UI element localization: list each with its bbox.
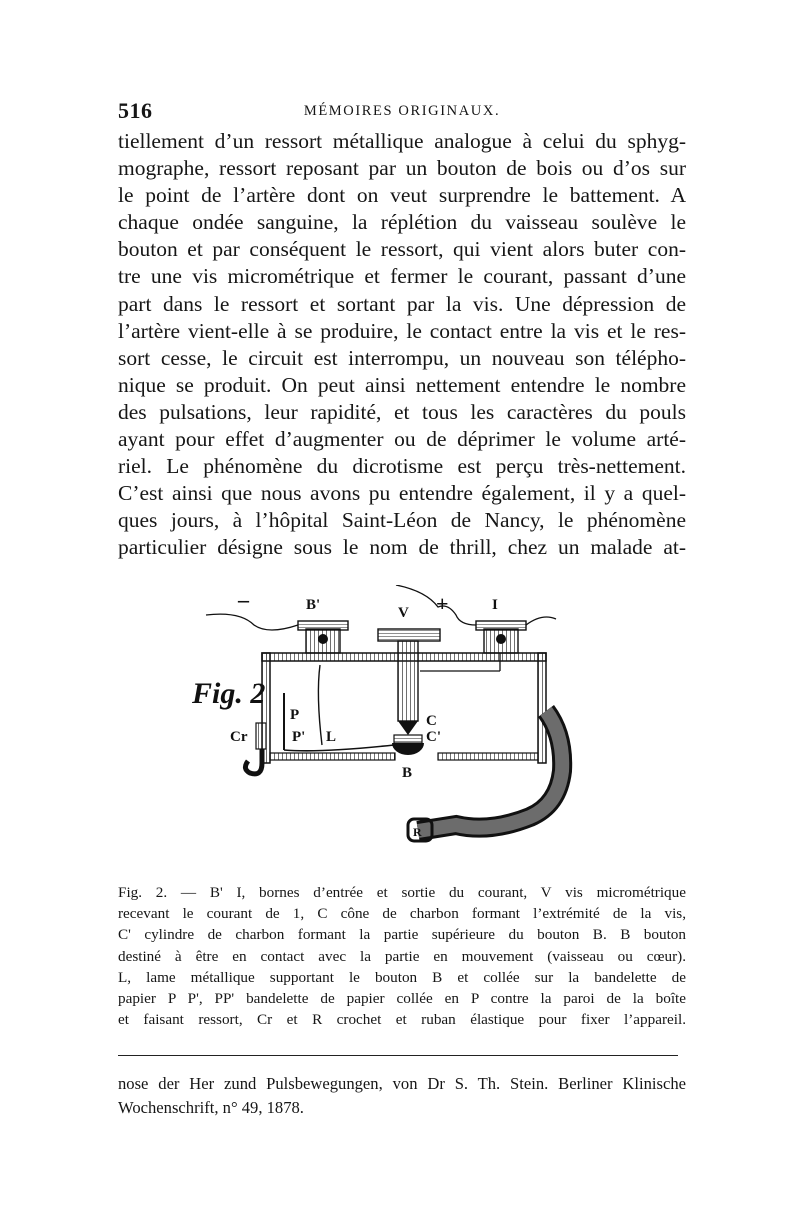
label-b-prime: B' (306, 597, 321, 613)
body-line: tiellement d’un ressort métallique analogue à celui du sphyg- (118, 129, 686, 153)
body-line: le point de l’artère dont on veut surprendre le battement. A (118, 183, 686, 208)
body-line: ayant pour effet d’augmenter ou de déprimer le volume arté- (118, 427, 686, 452)
body-line: l’artère vient-elle à se produire, le contact entre la vis et le res- (118, 318, 686, 343)
terminal-b-prime (298, 621, 348, 653)
terminal-i (476, 621, 526, 653)
label-plus: + (436, 591, 449, 616)
label-p-prime: P' (292, 729, 306, 745)
micrometric-screw (378, 629, 500, 735)
body-line: mographe, ressort reposant par un bouton de bois ou d’os sur (118, 156, 686, 181)
body-line: chaque ondée sanguine, la réplétion du vaisseau soulève le (118, 210, 686, 235)
figure-label: Fig. 2 (192, 677, 266, 710)
label-c: C (426, 713, 437, 729)
label-v: V (398, 605, 409, 621)
figure-caption (118, 882, 686, 1030)
body-line: sort cesse, le circuit est interrompu, un nouveau son télépho- (118, 345, 686, 370)
caption-line: Fig. 2. — B' I, bornes d’entrée et sortie du courant, V vis micrométrique (118, 884, 686, 901)
label-r: R (413, 825, 422, 839)
caption-line: et faisant ressort, Cr et R crochet et ruban élastique pour fixer l’appareil. (118, 1011, 686, 1029)
label-minus: – (238, 587, 249, 612)
footnote (118, 1072, 686, 1120)
footnote-line: Wochenschrift, n° 49, 1878. (118, 1098, 304, 1117)
body-line: des pulsations, leur rapidité, et tous les caractères du pouls (118, 399, 686, 424)
body-line: C’est ainsi que nous avons pu entendre également, il y a quel- (118, 481, 686, 506)
label-c-prime: C' (426, 729, 441, 745)
body-line: ques jours, à l’hôpital Saint-Léon de Nancy, le phénomène (118, 508, 686, 533)
button-b (392, 735, 424, 755)
caption-line: destiné à être en contact avec la partie en mouvement (vaisseau ou cœur). (118, 947, 686, 965)
footnote-line: nose der Her zund Pulsbewegungen, von Dr S. Th. Stein. Berliner Klinische (118, 1074, 686, 1093)
page-number: 516 (118, 98, 153, 123)
figure-apparatus (170, 585, 650, 870)
body-line: riel. Le phénomène du dicrotisme est perçu très-nettement. (118, 454, 686, 479)
body-line: bouton et par conséquent le ressort, qui vient alors buter con- (118, 237, 686, 262)
footnote-rule (118, 1055, 678, 1056)
running-title: MÉMOIRES ORIGINAUX. (303, 103, 501, 119)
body-line: part dans le ressort et sortant par la vis. Une dépression de (118, 291, 686, 316)
apparatus-engraving (170, 585, 650, 870)
running-head (118, 98, 686, 128)
label-i: I (492, 597, 498, 613)
body-line: tre une vis micrométrique et fermer le courant, passant d’une (118, 264, 686, 289)
body-text (118, 128, 686, 562)
hook-cr (245, 723, 266, 774)
label-b: B (402, 765, 413, 781)
body-line: nique se produit. On peut ainsi nettement entendre le nombre (118, 372, 686, 397)
caption-line: C' cylindre de charbon formant la partie supérieure du bouton B. B bouton (118, 926, 686, 944)
label-p: P (290, 707, 300, 723)
caption-line: recevant le courant de 1, C cône de charbon formant l’extrémité de la vis, (118, 905, 686, 923)
label-l: L (326, 729, 337, 745)
caption-line: L, lame métallique supportant le bouton B et collée sur la bandelette de (118, 968, 686, 986)
body-line: particulier désigne sous le nom de thrill, chez un malade at- (118, 535, 686, 560)
label-cr: Cr (230, 729, 248, 745)
caption-line: papier P P', PP' bandelette de papier collée en P contre la paroi de la boîte (118, 989, 686, 1007)
